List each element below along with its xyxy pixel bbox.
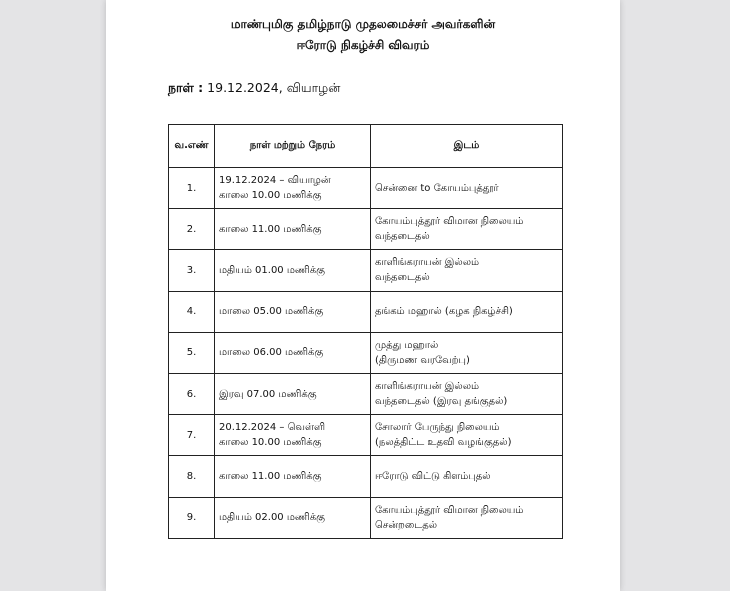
serial-cell: 2.: [169, 209, 215, 250]
time-cell: [215, 209, 371, 250]
column-header-serial: வ.எண்: [169, 125, 215, 168]
place-cell: [371, 497, 563, 538]
place-cell: [371, 209, 563, 250]
table-row: [169, 456, 563, 497]
place-line: ஈரோடு விட்டு கிளம்புதல்: [375, 470, 491, 482]
table-row: [169, 209, 563, 250]
date-value: 19.12.2024, வியாழன்: [207, 80, 341, 95]
place-line: (நலத்திட்ட உதவி வழங்குதல்): [375, 437, 512, 449]
time-line: 20.12.2024 – வெள்ளி: [219, 422, 326, 434]
place-line: காளிங்கராயன் இல்லம்: [375, 257, 480, 269]
place-line: (திருமண வரவேற்பு): [375, 354, 470, 366]
place-cell: [371, 456, 563, 497]
place-line: சென்றடைதல்: [375, 519, 438, 531]
time-cell: [215, 168, 371, 209]
document-page: [106, 0, 620, 591]
time-cell: [215, 497, 371, 538]
time-line: காலை 10.00 மணிக்கு: [219, 190, 322, 202]
time-cell: [215, 332, 371, 373]
time-line: மாலை 06.00 மணிக்கு: [219, 347, 324, 359]
time-line: காலை 11.00 மணிக்கு: [219, 470, 322, 482]
column-header-date-time: நாள் மற்றும் நேரம்: [215, 125, 371, 168]
serial-cell: 6.: [169, 373, 215, 414]
serial-cell: 5.: [169, 332, 215, 373]
place-line: வந்தடைதல் (இரவு தங்குதல்): [375, 396, 508, 408]
time-line: காலை 10.00 மணிக்கு: [219, 437, 322, 449]
time-cell: [215, 291, 371, 332]
table-row: [169, 497, 563, 538]
table-row: [169, 373, 563, 414]
serial-cell: 7.: [169, 415, 215, 456]
table-row: [169, 415, 563, 456]
schedule-table: [168, 124, 563, 539]
place-line: முத்து மஹால்: [375, 339, 439, 351]
table-row: [169, 250, 563, 291]
time-cell: [215, 250, 371, 291]
time-cell: [215, 456, 371, 497]
place-line: வந்தடைதல்: [375, 272, 430, 284]
time-line: மதியம் 02.00 மணிக்கு: [219, 512, 325, 524]
place-cell: [371, 332, 563, 373]
time-line: மதியம் 01.00 மணிக்கு: [219, 264, 325, 276]
serial-cell: 8.: [169, 456, 215, 497]
date-line: [168, 80, 340, 97]
place-line: கோயம்புத்தூர் விமான நிலையம்: [375, 504, 524, 516]
serial-cell: 3.: [169, 250, 215, 291]
serial-cell: 4.: [169, 291, 215, 332]
place-cell: [371, 415, 563, 456]
column-header-place: இடம்: [371, 125, 563, 168]
document-title-line1: மாண்புமிகு தமிழ்நாடு முதலமைச்சர் அவர்களின்: [230, 17, 496, 31]
place-line: சென்னை to கோயம்புத்தூர்: [375, 182, 499, 194]
time-line: 19.12.2024 – வியாழன்: [219, 175, 331, 187]
place-line: கோயம்புத்தூர் விமான நிலையம்: [375, 216, 524, 228]
place-cell: [371, 373, 563, 414]
place-line: காளிங்கராயன் இல்லம்: [375, 381, 480, 393]
place-cell: [371, 291, 563, 332]
time-cell: [215, 373, 371, 414]
place-cell: [371, 250, 563, 291]
serial-cell: 1.: [169, 168, 215, 209]
date-label: நாள் :: [168, 80, 204, 95]
table-row: [169, 291, 563, 332]
time-line: காலை 11.00 மணிக்கு: [219, 223, 322, 235]
time-line: இரவு 07.00 மணிக்கு: [219, 388, 317, 400]
place-line: வந்தடைதல்: [375, 231, 430, 243]
table-row: [169, 332, 563, 373]
table-row: [169, 168, 563, 209]
document-title-line2: ஈரோடு நிகழ்ச்சி விவரம்: [296, 38, 430, 52]
serial-cell: 9.: [169, 497, 215, 538]
place-line: சோலார் பேருந்து நிலையம்: [375, 422, 500, 434]
time-line: மாலை 05.00 மணிக்கு: [219, 306, 324, 318]
place-cell: [371, 168, 563, 209]
table-header-row: [169, 125, 563, 168]
time-cell: [215, 415, 371, 456]
place-line: தங்கம் மஹால் (கழக நிகழ்ச்சி): [375, 306, 513, 318]
